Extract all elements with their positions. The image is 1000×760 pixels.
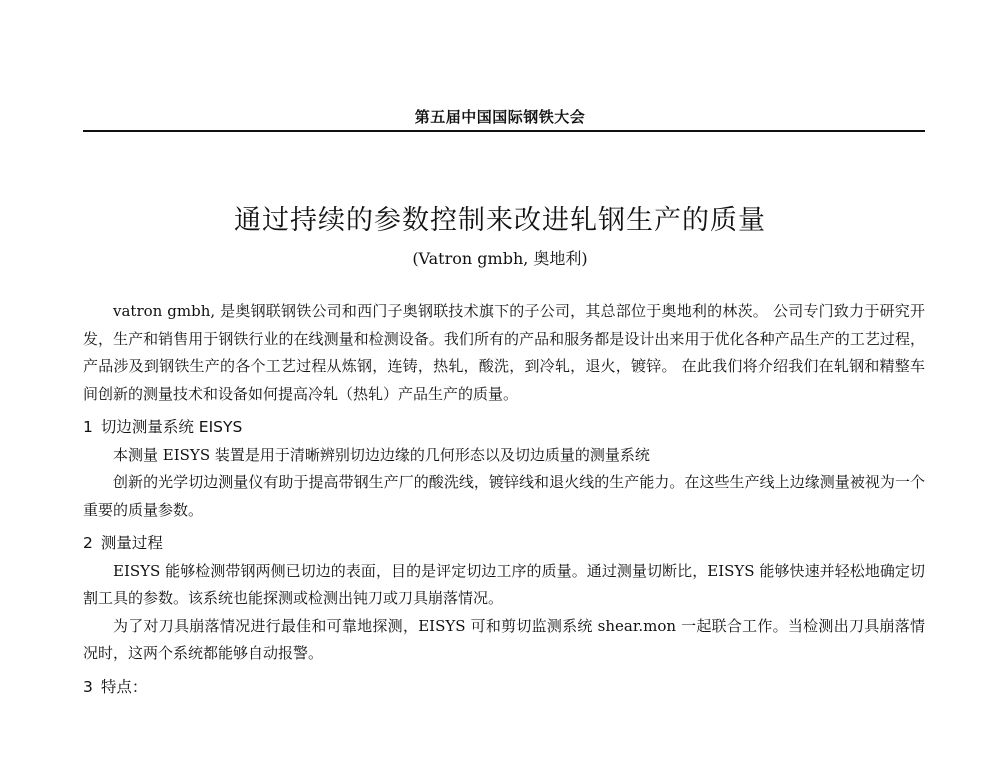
article-title: 通过持续的参数控制来改进轧钢生产的质量 (234, 205, 766, 236)
section-title: 测量过程 (100, 534, 163, 552)
section-number: 2 (83, 534, 93, 552)
section-title: 特点： (100, 677, 148, 696)
section-2-paragraph-1: EISYS 能够检测带钢两侧已切边的表面，目的是评定切边工序的质量。通过测量切断比，EISYS 能够快速并轻松地确定切割工具的参数。该系统也能探测或检测出钝刀或刀具崩落情况。 (83, 561, 925, 607)
article-body (83, 298, 925, 701)
section-1-paragraph-2: 创新的光学切边测量仪有助于提高带钢生产厂的酸洗线，镀锌线和退火线的生产能力。在这些生产线上边缘测量被视为一个重要的质量参数。 (83, 473, 925, 519)
section-2-heading (83, 530, 925, 558)
section-number: 1 (83, 418, 93, 436)
section-2-paragraph-2: 为了对刀具崩落情况进行最佳和可靠地探测，EISYS 可和剪切监测系统 shear.mon 一起联合工作。当检测出刀具崩落情况时，这两个系统都能够自动报警。 (83, 616, 925, 662)
section-number: 3 (83, 677, 93, 696)
section-title: 切边测量系统 EISYS (100, 418, 243, 436)
intro-paragraph: vatron gmbh, 是奥钢联钢铁公司和西门子奥钢联技术旗下的子公司，其总部位于奥地利的林茨。 公司专门致力于研究开发，生产和销售用于钢铁行业的在线测量和检测设备。我们所有的产品和服务都是设计出来用于优化各种产品生产的工艺过程，产品涉及到钢铁生产的各个工艺过程从炼钢，连铸，热轧，酸洗，到冷轧，退火，镀锌。 在此我们将介绍我们在轧钢和精整车间创新的测量技术和设备如何提高冷轧（热轧）产品生产的质量。 (83, 302, 925, 403)
section-3-heading (83, 674, 925, 702)
article-author: (Vatron gmbh, 奥地利) (412, 249, 588, 268)
running-header: 第五届中国国际钢铁大会 (414, 108, 586, 126)
header-rule (83, 130, 925, 132)
section-1-heading (83, 414, 925, 442)
section-1-paragraph-1: 本测量 EISYS 装置是用于清晰辨别切边边缘的几何形态以及切边质量的测量系统 (113, 445, 650, 464)
